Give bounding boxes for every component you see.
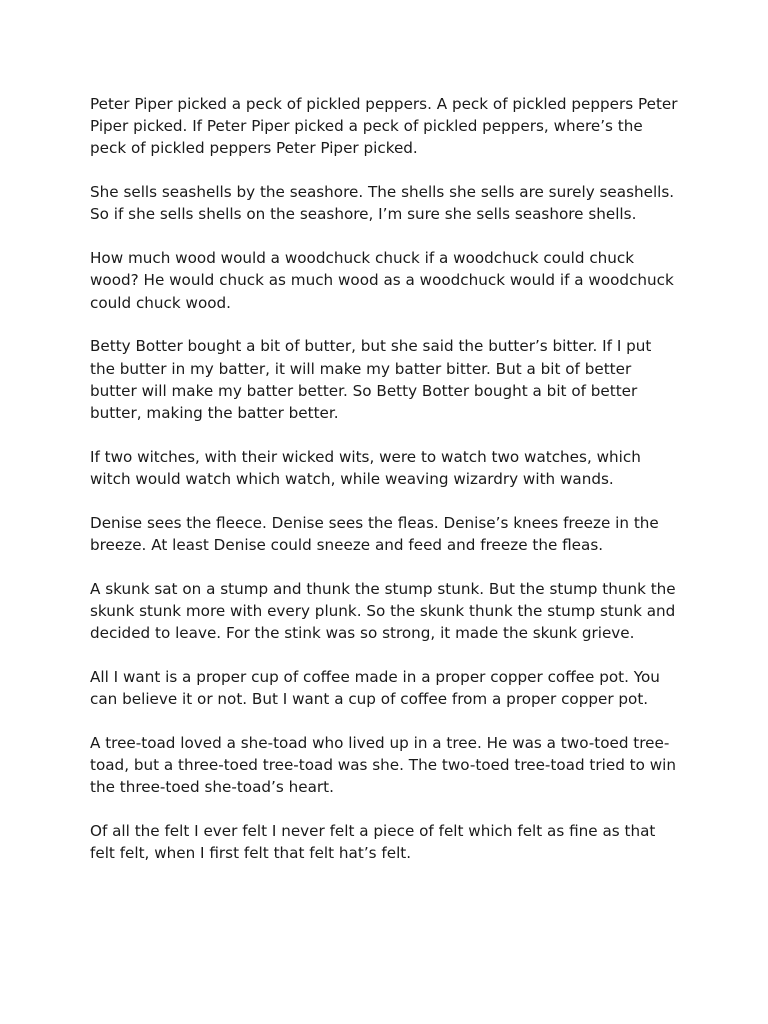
paragraph-skunk: A skunk sat on a stump and thunk the stump stunk. But the stump thunk the skunk stunk more with every plunk. So the skunk thunk the stump stunk and decided to leave. For the stink was so strong, it made the skunk grieve. [90,579,676,643]
document-body [90,93,680,886]
paragraph-peter-piper: Peter Piper picked a peck of pickled peppers. A peck of pickled peppers Peter Piper picked. If Peter Piper picked a peck of pickled peppers, where’s the peck of pickled peppers Peter Piper picked. [90,95,678,158]
paragraph-seashells: She sells seashells by the seashore. The shells she sells are surely seashells. So if she sells shells on the seashore, I’m sure she sells seashore shells. [90,183,675,224]
paragraph-betty-botter: Betty Botter bought a bit of butter, but she said the butter’s bitter. If I put the butter in my batter, it will make my batter bitter. But a bit of better butter will make my batter better. So Betty Botter bought a bit of better butter, making the batter better. [90,337,652,423]
paragraph-coffee: All I want is a proper cup of coffee made in a proper copper coffee pot. You can believe it or not. But I want a cup of coffee from a proper copper pot. [90,668,660,709]
paragraph-witches: If two witches, with their wicked wits, were to watch two watches, which witch would watch which watch, while weaving wizardry with wands. [90,447,641,489]
paragraph-tree-toad: A tree-toad loved a she-toad who lived up in a tree. He was a two-toed tree-toad, but a three-toed tree-toad was she. The two-toed tree-toad tried to win the three-toed she-toad’s heart. [90,734,677,797]
paragraph-denise: Denise sees the fleece. Denise sees the fleas. Denise’s knees freeze in the breeze. At least Denise could sneeze and feed and freeze the fleas. [90,513,659,555]
paragraph-felt: Of all the felt I ever felt I never felt a piece of felt which felt as fine as that felt felt, when I first felt that felt hat’s felt. [90,822,656,863]
paragraph-woodchuck: How much wood would a woodchuck chuck if a woodchuck could chuck wood? He would chuck as much wood as a woodchuck would if a woodchuck could chuck wood. [90,249,674,312]
